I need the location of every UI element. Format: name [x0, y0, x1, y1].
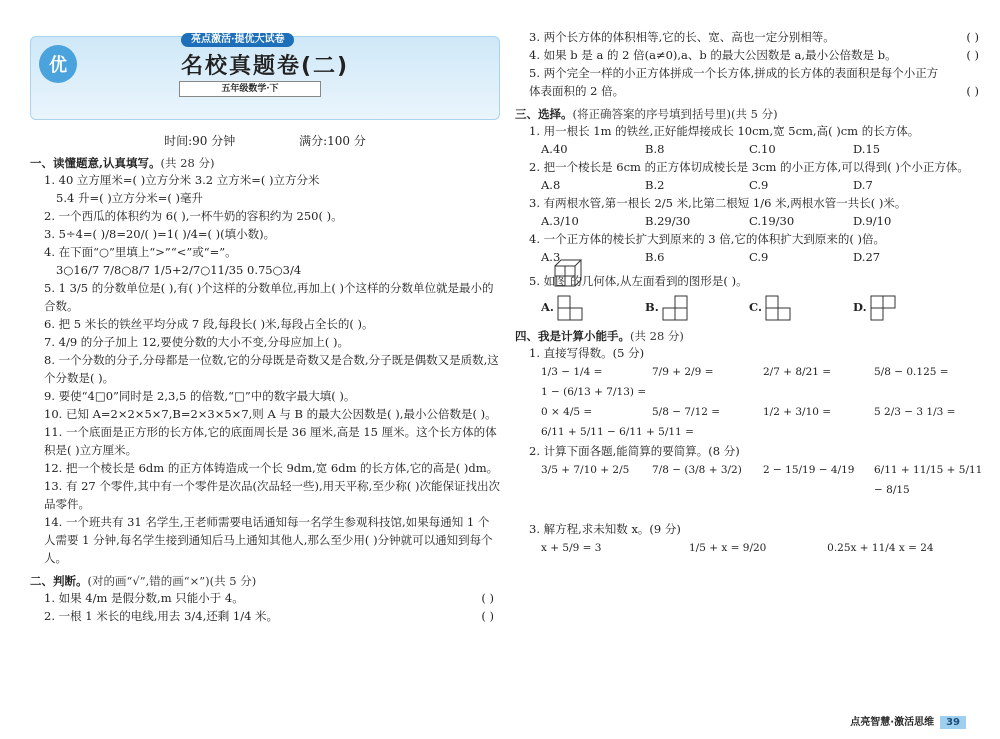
option[interactable]: C.19/30 [749, 214, 795, 228]
option[interactable]: D.27 [853, 250, 881, 264]
s1-note: (共 28 分) [160, 156, 215, 170]
calc-item: 5/8 − 0.125 = [874, 366, 949, 378]
calc-item: 5/8 − 7/12 = [652, 406, 721, 418]
judge-text: 3. 两个长方体的体积相等,它的长、宽、高也一定分别相等。 [529, 30, 835, 44]
option-label: C. [749, 300, 762, 314]
calc-row [541, 362, 985, 382]
s1-title-text: 一、读懂题意,认真填写。 [30, 156, 161, 170]
subsection-title: 2. 计算下面各题,能简算的要简算。(8 分) [529, 444, 740, 458]
section-4-title [515, 328, 985, 344]
s2-title-text: 二、判断。 [30, 574, 88, 588]
calc-item: 1/3 − 1/4 = [541, 366, 603, 378]
choice-question [529, 272, 985, 290]
badge: 优 [39, 45, 77, 83]
choice-options [541, 294, 985, 322]
choice-question: 2. 把一个棱长是 6cm 的正方体切成棱长是 3cm 的小正方体,可以得到( )个小正方体。 [529, 160, 969, 174]
option[interactable]: A.40 [541, 142, 568, 156]
section-3-title [515, 106, 985, 122]
choice-options [541, 140, 985, 158]
option[interactable]: A.3/10 [541, 214, 579, 228]
choice-question: 3. 有两根水管,第一根长 2/5 米,比第二根短 1/6 米,两根水管一共长( )米。 [529, 196, 907, 210]
judge-text: 2. 一根 1 米长的电线,用去 3/4,还剩 1/4 米。 [44, 609, 279, 623]
question: 12. 把一个棱长是 6dm 的正方体铸造成一个长 9dm,宽 6dm 的长方体,它的高是( )dm。 [44, 461, 499, 475]
option-label: B. [645, 300, 659, 314]
question: 2. 一个西瓜的体积约为 6( ),一杯牛奶的容积约为 250( )。 [44, 209, 343, 223]
judge-text: 5. 两个完全一样的小正方体拼成一个长方体,拼成的长方体的表面积是每个小正方体表面积的 2 倍。 [529, 66, 939, 98]
choice-options [541, 248, 985, 266]
question: 5. 1 3/5 的分数单位是( ),有( )个这样的分数单位,再加上( )个这样的分数单位就是最小的合数。 [44, 281, 494, 313]
subsection-title: 1. 直接写得数。(5 分) [529, 346, 645, 360]
calc-item: 2 − 15/19 − 4/19 [763, 464, 855, 476]
option[interactable] [749, 294, 853, 322]
calc-item: 6/11 + 5/11 − 6/11 + 5/11 = [541, 426, 694, 438]
question: 5.4 升=( )立方分米=( )毫升 [56, 191, 203, 205]
calc-row [541, 422, 985, 442]
judge-question [529, 46, 985, 64]
choice-text: 5. 如图 的几何体,从左面看到的图形是( )。 [529, 274, 748, 288]
judge-question [44, 589, 500, 607]
calc-item: 5 2/3 − 3 1/3 = [874, 406, 956, 418]
answer-paren[interactable]: ( ) [481, 609, 494, 623]
equation: 0.25x + 11/4 x = 24 [827, 542, 934, 554]
subsection-title: 3. 解方程,求未知数 x。(9 分) [529, 522, 681, 536]
score-label: 满分:100 分 [299, 134, 366, 148]
cube-figure-icon [551, 254, 591, 288]
subtitle: 五年级数学·下 [179, 81, 321, 97]
s3-title-text: 三、选择。 [515, 107, 573, 121]
option[interactable]: C.10 [749, 142, 776, 156]
option[interactable]: C.9 [749, 250, 769, 264]
calc-item: 7/9 + 2/9 = [652, 366, 714, 378]
choice-options [541, 212, 985, 230]
calc-item: 2/7 + 8/21 = [763, 366, 832, 378]
answer-paren[interactable]: ( ) [966, 30, 979, 44]
option-label: A. [541, 300, 554, 314]
option[interactable]: D.7 [853, 178, 873, 192]
calc-item: 3/5 + 7/10 + 2/5 [541, 464, 630, 476]
calc-row [541, 382, 985, 402]
option[interactable]: A.8 [541, 178, 561, 192]
question: 8. 一个分数的分子,分母都是一位数,它的分母既是奇数又是合数,分子既是偶数又是质数,这个分数是( )。 [44, 353, 499, 385]
judge-question [44, 607, 500, 625]
answer-paren[interactable]: ( ) [481, 591, 494, 605]
question: 14. 一个班共有 31 名学生,王老师需要电话通知每一名学生参观科技馆,如果每通知 1 个人需要 1 分钟,每名学生接到通知后马上通知其他人,那么至少用( )分钟就可以通知到每个人。 [44, 515, 493, 565]
option[interactable]: D.9/10 [853, 214, 892, 228]
option[interactable] [541, 294, 645, 322]
calc-item: 1/2 + 3/10 = [763, 406, 832, 418]
header-banner [30, 36, 500, 120]
question: 3○16/7 7/8○8/7 1/5+2/7○11/35 0.75○3/4 [56, 263, 302, 277]
view-a-icon [554, 294, 594, 322]
option[interactable] [853, 294, 957, 322]
s4-title-text: 四、我是计算小能手。 [515, 329, 630, 343]
choice-question: 1. 用一根长 1m 的铁丝,正好能焊接成长 10cm,宽 5cm,高( )cm 的长方体。 [529, 124, 920, 138]
question: 4. 在下面“○”里填上“>”“<”或“=”。 [44, 245, 237, 259]
section-2-title [30, 573, 500, 589]
calc-item: 1 − (6/13 + 7/13) = [541, 386, 647, 398]
s2-note: (对的画“√”,错的画“×”)(共 5 分) [87, 574, 257, 588]
question: 1. 40 立方厘米=( )立方分米 3.2 立方米=( )立方分米 [44, 173, 320, 187]
s3-note: (将正确答案的序号填到括号里)(共 5 分) [572, 107, 778, 121]
option[interactable]: B.6 [645, 250, 665, 264]
option[interactable]: D.15 [853, 142, 881, 156]
exam-meta [30, 132, 500, 149]
time-label: 时间:90 分钟 [164, 134, 236, 148]
choice-question: 4. 一个正方体的棱长扩大到原来的 3 倍,它的体积扩大到原来的( )倍。 [529, 232, 886, 246]
option[interactable]: A.3 [541, 250, 561, 264]
option[interactable]: B.8 [645, 142, 665, 156]
question: 3. 5÷4=( )/8=20/( )=1( )/4=( )(填小数)。 [44, 227, 276, 241]
page-number: 39 [940, 716, 966, 729]
equation-row [541, 538, 985, 558]
view-d-icon [867, 294, 907, 322]
question: 10. 已知 A=2×2×5×7,B=2×3×5×7,则 A 与 B 的最大公因数是( ),最小公倍数是( )。 [44, 407, 497, 421]
footer-text: 点亮智慧·激活思维 [850, 717, 935, 728]
footer [850, 713, 966, 729]
calc-row [541, 460, 985, 520]
answer-paren[interactable]: ( ) [966, 48, 979, 62]
right-column [515, 28, 985, 558]
answer-paren[interactable]: ( ) [966, 84, 979, 98]
judge-question [529, 64, 985, 100]
question: 11. 一个底面是正方形的长方体,它的底面周长是 36 厘米,高是 15 厘米。这个长方体的体积是( )立方厘米。 [44, 425, 497, 457]
question: 13. 有 27 个零件,其中有一个零件是次品(次品轻一些),用天平称,至少称( )次能保证找出次品零件。 [44, 479, 500, 511]
calc-item: 7/8 − (3/8 + 3/2) [652, 464, 742, 476]
judge-question [529, 28, 985, 46]
question: 9. 要使“4□0”同时是 2,3,5 的倍数,“□”中的数字最大填( )。 [44, 389, 356, 403]
option-label: D. [853, 300, 867, 314]
s4-note: (共 28 分) [630, 329, 684, 343]
calc-row [541, 402, 985, 422]
left-column [30, 36, 500, 625]
choice-options [541, 176, 985, 194]
page-title: 名校真题卷(二) [180, 54, 350, 79]
option[interactable]: B.29/30 [645, 214, 691, 228]
series-strip: 亮点激活·提优大试卷 [181, 33, 294, 47]
calc-item: 6/11 + 11/15 + 5/11 − 8/15 [874, 464, 983, 496]
question: 7. 4/9 的分子加上 12,要使分数的大小不变,分母应加上( )。 [44, 335, 350, 349]
option[interactable]: C.9 [749, 178, 769, 192]
calc-item: 0 × 4/5 = [541, 406, 593, 418]
judge-text: 1. 如果 4/m 是假分数,m 只能小于 4。 [44, 591, 244, 605]
section-1-title [30, 155, 500, 171]
view-b-icon [659, 294, 699, 322]
judge-text: 4. 如果 b 是 a 的 2 倍(a≠0),a、b 的最大公因数是 a,最小公倍数是 b。 [529, 48, 897, 62]
equation: 1/5 + x = 9/20 [689, 542, 767, 554]
option[interactable] [645, 294, 749, 322]
view-c-icon [762, 294, 802, 322]
equation: x + 5/9 = 3 [541, 542, 602, 554]
option[interactable]: B.2 [645, 178, 665, 192]
question: 6. 把 5 米长的铁丝平均分成 7 段,每段长( )米,每段占全长的( )。 [44, 317, 374, 331]
